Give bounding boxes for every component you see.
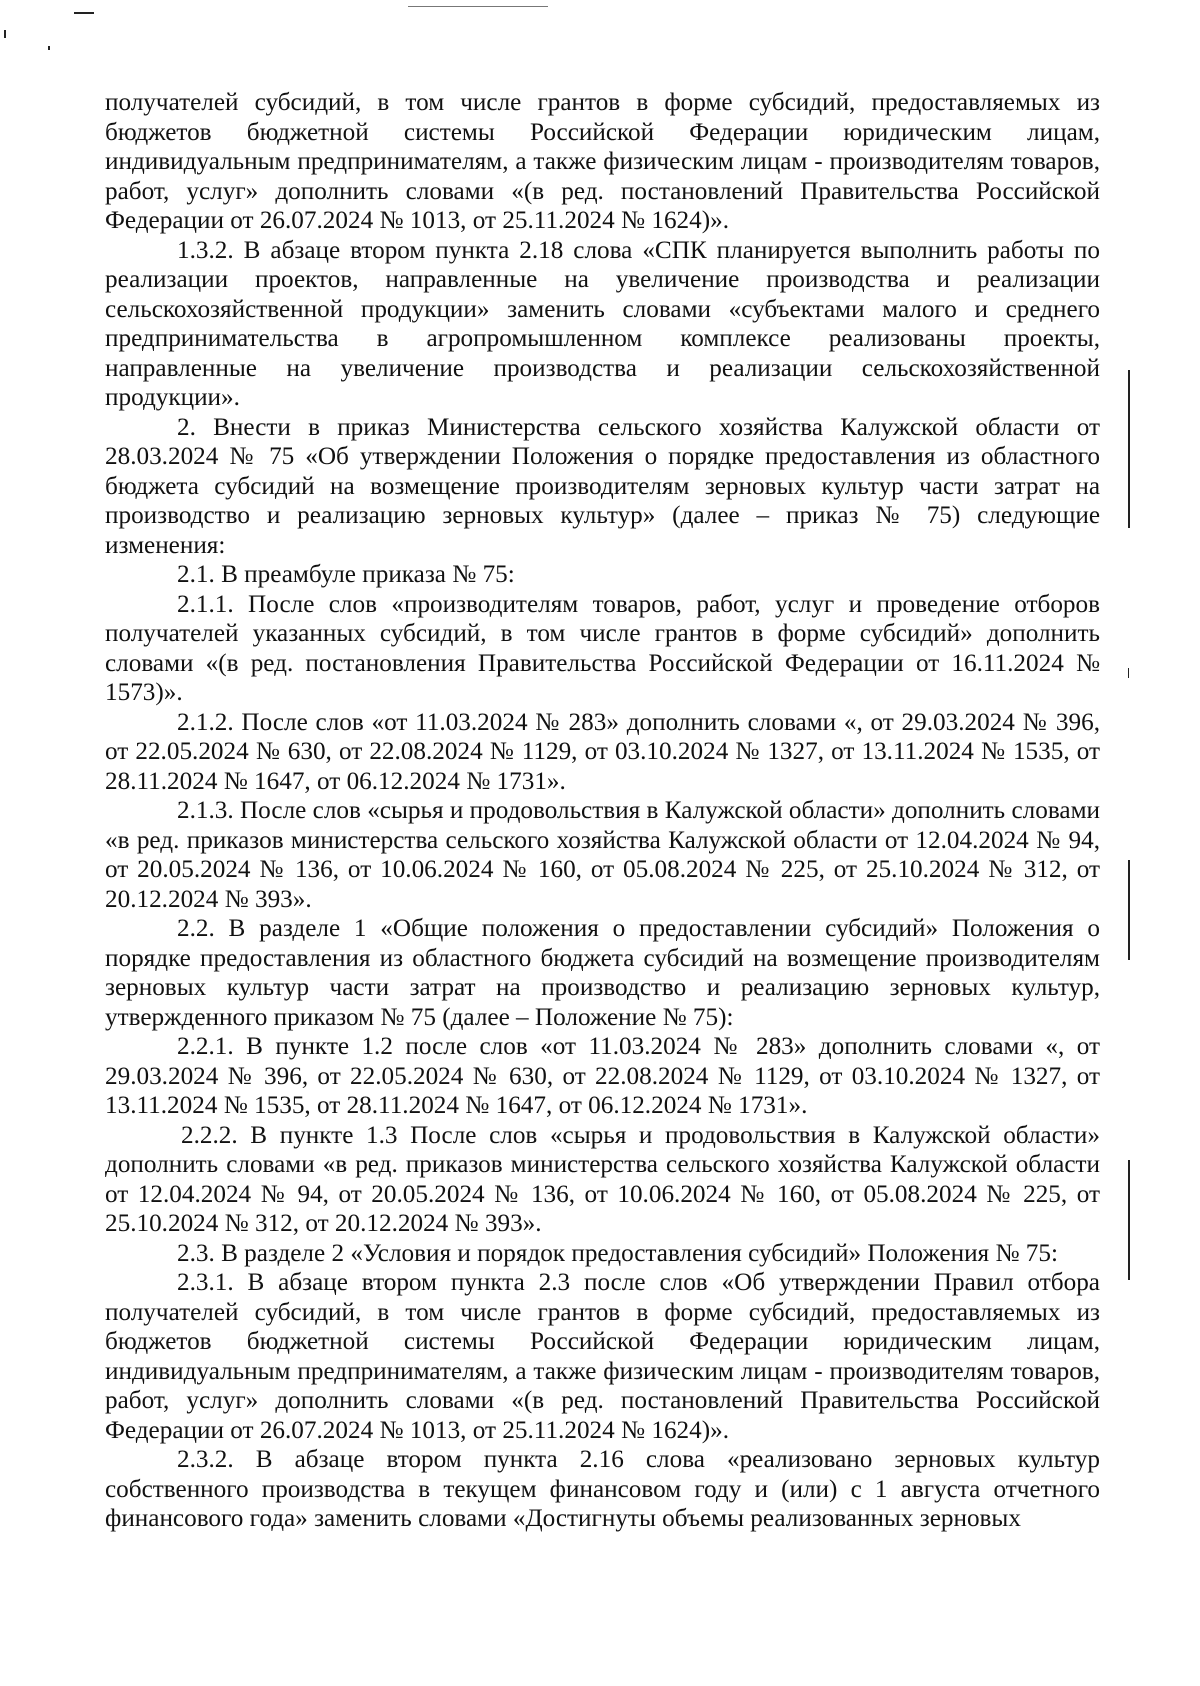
- document-body: [105, 88, 1100, 1534]
- paragraph: получателей субсидий, в том числе грантов в форме субсидий, предоставляемых из бюджетов бюджетной системы Российской Федерации юридическим лицам, индивидуальным предпринимателям, а также физическим лицам - производителям товаров, работ, услуг» дополнить словами «(в ред. постановлений Правительства Российской Федерации от 26.07.2024 № 1013, от 25.11.2024 № 1624)».: [105, 89, 1100, 234]
- scan-mark-top-left: [74, 12, 94, 14]
- paragraph: 2.3.1. В абзаце втором пункта 2.3 после слов «Об утверждении Правил отбора получателей субсидий, в том числе грантов в форме субсидий, предоставляемых из бюджетов бюджетной системы Российской Федерации юридическим лицам, индивидуальным предпринимателям, а также физическим лицам - производителям товаров, работ, услуг» дополнить словами «(в ред. постановлений Правительства Российской Федерации от 26.07.2024 № 1013, от 25.11.2024 № 1624)».: [105, 1269, 1100, 1444]
- paragraph: 2.1. В преамбуле приказа № 75:: [177, 561, 515, 588]
- paragraph: 1.3.2. В абзаце втором пункта 2.18 слова «СПК планируется выполнить работы по реализации проектов, направленные на увеличение производства и реализации сельскохозяйственной продукции» заменить словами «субъектами малого и среднего предпринимательства в агропромышленном комплексе реализованы проекты, направленные на увеличение производства и реализации сельскохозяйственной продукции».: [105, 236, 1100, 411]
- scan-mark-top-center: [408, 6, 548, 7]
- paragraph: 2.1.1. После слов «производителям товаров, работ, услуг и проведение отборов получателей указанных субсидий, в том числе грантов в форме субсидий» дополнить словами «(в ред. постановления Правительства Российской Федерации от 16.11.2024 № 1573)».: [105, 590, 1100, 706]
- scan-mark-right-1: [1128, 370, 1130, 528]
- scan-mark-right-4: [1128, 1160, 1130, 1280]
- paragraph: 2.1.3. После слов «сырья и продовольствия в Калужской области» дополнить словами «в ред. приказов министерства сельского хозяйства Калужской области от 12.04.2024 № 94, от 20.05.2024 № 136, от 10.06.2024 № 160, от 05.08.2024 № 225, от 25.10.2024 № 312, от 20.12.2024 № 393».: [105, 797, 1100, 913]
- scan-mark-right-2: [1128, 668, 1129, 678]
- paragraph: 2. Внести в приказ Министерства сельского хозяйства Калужской области от 28.03.2024 № 75 «Об утверждении Положения о порядке предоставления из областного бюджета субсидий на возмещение производителям зерновых культур части затрат на производство и реализацию зерновых культур» (далее – приказ № 75) следующие изменения:: [105, 413, 1100, 559]
- paragraph: 2.1.2. После слов «от 11.03.2024 № 283» дополнить словами «, от 29.03.2024 № 396, от 22.05.2024 № 630, от 22.08.2024 № 1129, от 03.10.2024 № 1327, от 13.11.2024 № 1535, от 28.11.2024 № 1647, от 06.12.2024 № 1731».: [105, 708, 1100, 795]
- paragraph: 2.2. В разделе 1 «Общие положения о предоставлении субсидий» Положения о порядке предоставления из областного бюджета субсидий на возмещение производителям зерновых культур части затрат на производство и реализацию зерновых культур, утвержденного приказом № 75 (далее – Положение № 75):: [105, 915, 1100, 1031]
- scan-mark-left-2: [48, 46, 50, 50]
- paragraph: 2.2.2. В пункте 1.3 После слов «сырья и продовольствия в Калужской области» дополнить словами «в ред. приказов министерства сельского хозяйства Калужской области от 12.04.2024 № 94, от 20.05.2024 № 136, от 10.06.2024 № 160, от 05.08.2024 № 225, от 25.10.2024 № 312, от 20.12.2024 № 393».: [105, 1121, 1100, 1237]
- scan-mark-left-1: [4, 30, 6, 38]
- paragraph: 2.3.2. В абзаце втором пункта 2.16 слова «реализовано зерновых культур собственного производства в текущем финансовом году и (или) с 1 августа отчетного финансового года» заменить словами «Достигнуты объемы реализованных зерновых: [105, 1446, 1100, 1532]
- paragraph: 2.3. В разделе 2 «Условия и порядок предоставления субсидий» Положения № 75:: [177, 1239, 1058, 1267]
- scan-mark-right-3: [1128, 860, 1130, 960]
- paragraph: 2.2.1. В пункте 1.2 после слов «от 11.03.2024 № 283» дополнить словами «, от 29.03.2024 № 396, от 22.05.2024 № 630, от 22.08.2024 № 1129, от 03.10.2024 № 1327, от 13.11.2024 № 1535, от 28.11.2024 № 1647, от 06.12.2024 № 1731».: [105, 1033, 1100, 1119]
